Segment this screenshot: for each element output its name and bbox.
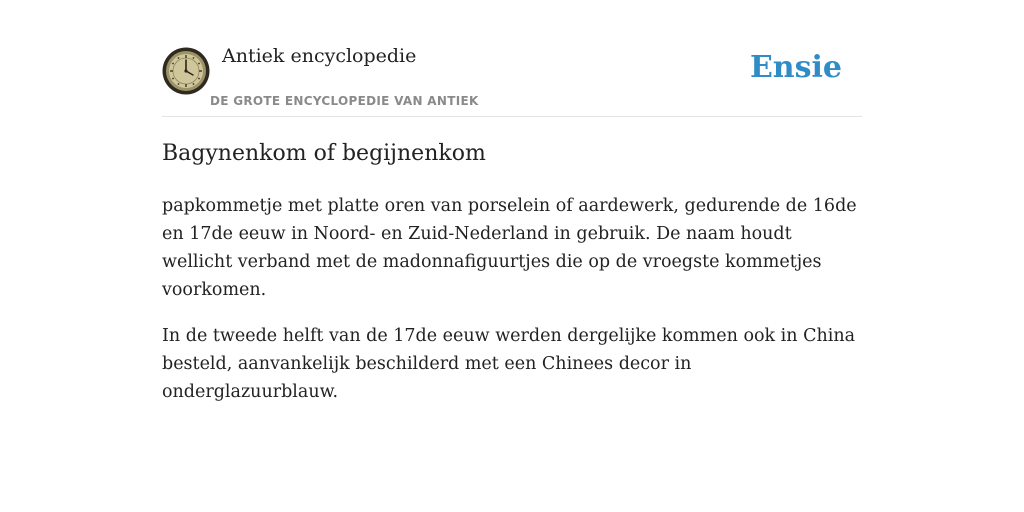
site-subtitle: DE GROTE ENCYCLOPEDIE VAN ANTIEK: [210, 94, 479, 108]
article-title: Bagynenkom of begijnenkom: [162, 141, 486, 166]
site-title[interactable]: Antiek encyclopedie: [222, 45, 417, 67]
article-paragraph: In de tweede helft van de 17de eeuw werden dergelijke kommen ook in China besteld, aanvankelijk beschilderd met een Chinees decor in onderglazuurblauw.: [162, 326, 856, 402]
article-paragraph: papkommetje met platte oren van porselein of aardewerk, gedurende de 16de en 17de eeuw in Noord- en Zuid-Nederland in gebruik. De naam houdt wellicht verband met de madonnafiguurtjes die op de vroegste kommetjes voorkomen.: [162, 196, 857, 300]
brand-logo-link[interactable]: Ensie: [749, 50, 842, 85]
article: [162, 138, 862, 424]
clock-icon[interactable]: [162, 47, 210, 95]
site-header: [162, 0, 862, 117]
